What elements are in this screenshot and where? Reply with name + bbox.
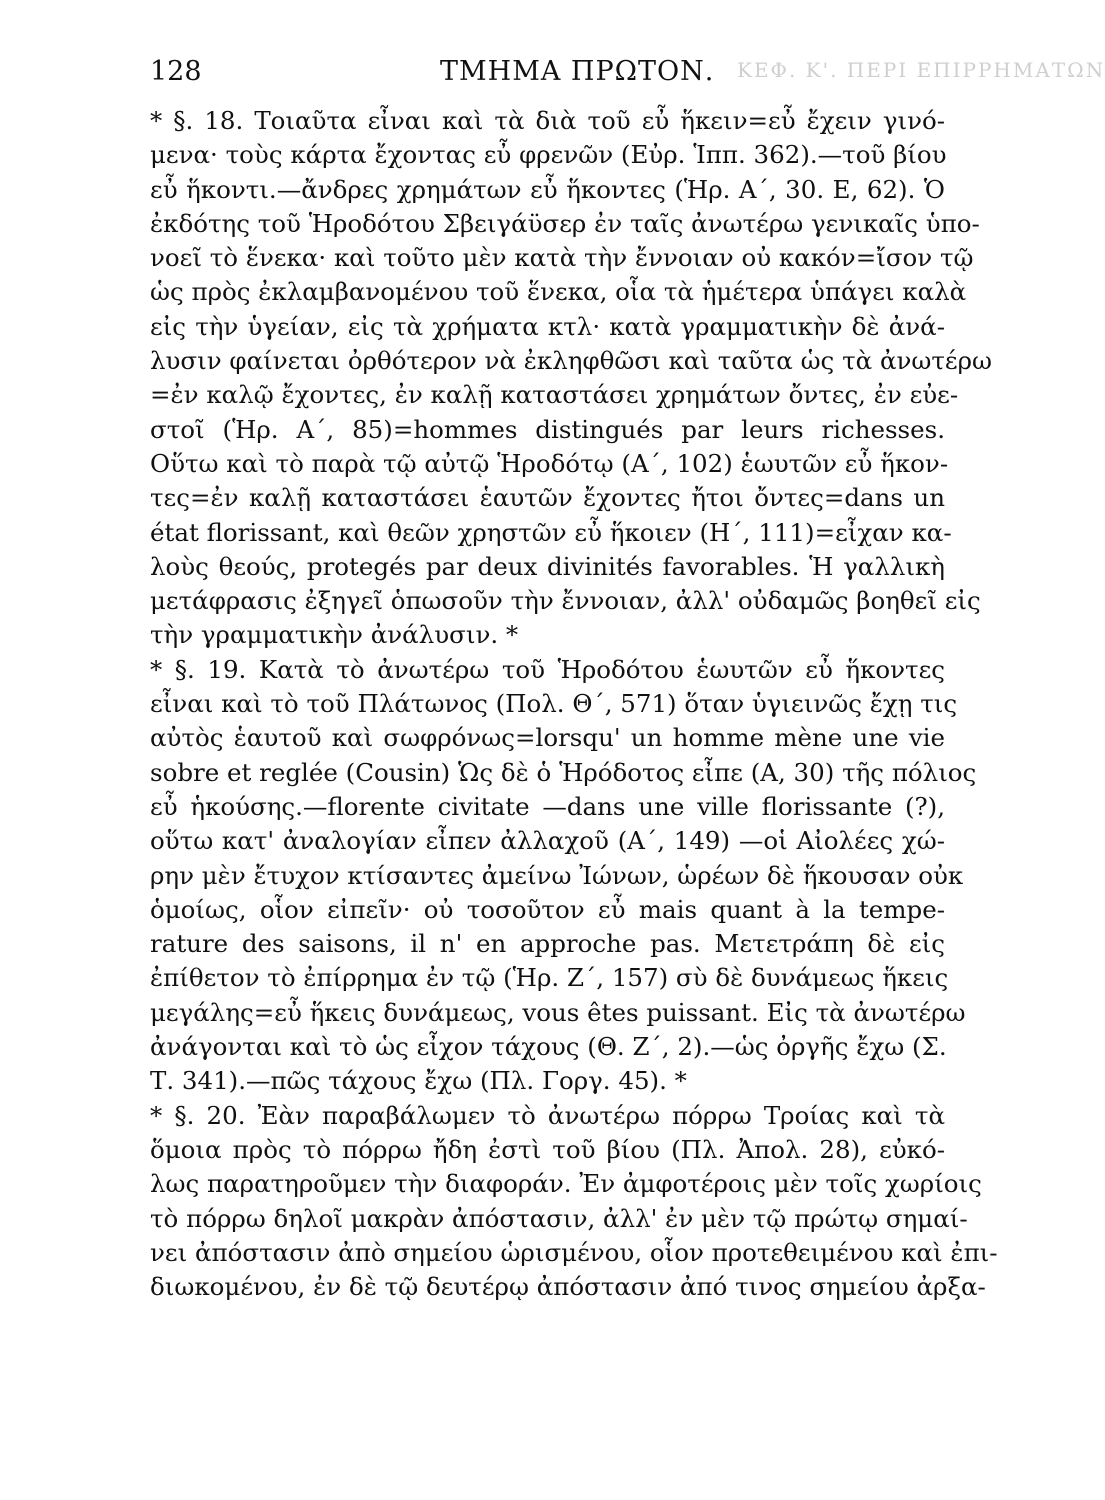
text-line: état florissant, καὶ θεῶν χρηστῶν εὖ ἥκοιεν (Η΄, 111)=εἶχαν κα- [150,517,952,547]
text-line: ὅμοια πρὸς τὸ πόρρω ἤδη ἐστὶ τοῦ βίου (Πλ. Ἀπολ. 28), εὐκό- [150,1134,945,1164]
text-line: rature des saisons, il n' en approche pas. Μετετράπη δὲ εἰς [150,929,945,959]
text-line: νοεῖ τὸ ἕνεκα· καὶ τοῦτο μὲν κατὰ τὴν ἔννοιαν οὐ κακόν=ἴσον τῷ [150,243,974,273]
text-line: τὴν γραμματικὴν ἀνάλυσιν. * [150,620,519,650]
text-line: μεγάλης=εὖ ἥκεις δυνάμεως, vous êtes puissant. Εἰς τὰ ἀνωτέρω [150,997,966,1027]
text-line: λοὺς θεούς, protegés par deux divinités favorables. Ἡ γαλλικὴ [150,551,945,581]
text-line: ἐπίθετον τὸ ἐπίρρημα ἐν τῷ (Ἡρ. Ζ΄, 157) σὺ δὲ δυνάμεως ἥκεις [150,963,949,993]
text-line: ὡς πρὸς ἐκλαμβανομένου τοῦ ἕνεκα, οἷα τὰ ἡμέτερα ὑπάγει καλὰ [150,277,967,307]
text-line: Τ. 341).—πῶς τάχους ἔχω (Πλ. Γοργ. 45). * [150,1066,687,1096]
page-header [150,56,850,96]
text-line: * §. 19. Κατὰ τὸ ἀνωτέρω τοῦ Ἡροδότου ἑωυτῶν εὖ ἥκοντες [150,654,945,684]
text-line: τες=ἐν καλῇ καταστάσει ἑαυτῶν ἔχοντες ἤτοι ὄντες=dans un [150,483,945,513]
text-line: αὐτὸς ἑαυτοῦ καὶ σωφρόνως=lorsqu' un homme mène une vie [150,723,945,753]
text-line: τὸ πόρρω δηλοῖ μακρὰν ἀπόστασιν, ἀλλ' ἐν μὲν τῷ πρώτῳ σημαί- [150,1203,968,1233]
text-line: ρην μὲν ἔτυχον κτίσαντες ἀμείνω Ἰώνων, ὡρέων δὲ ἥκουσαν οὐκ [150,860,964,890]
text-line: εἶναι καὶ τὸ τοῦ Πλάτωνος (Πολ. Θ΄, 571) ὅταν ὑγιεινῶς ἔχῃ τις [150,689,958,719]
text-line: εὖ ἥκοντι.—ἄνδρες χρημάτων εὖ ἥκοντες (Ἡρ. Α΄, 30. Ε, 62). Ὁ [150,174,945,204]
text-line: ἐκδότης τοῦ Ἡροδότου Σβειγάϋσερ ἐν ταῖς ἀνωτέρω γενικαῖς ὑπο- [150,208,980,238]
page-number: 128 [150,56,202,87]
text-line: μενα· τοὺς κάρτα ἔχοντας εὖ φρενῶν (Εὐρ. Ἱππ. 362).—τοῦ βίου [150,140,947,170]
running-title: ΤΜΗΜΑ ΠΡΩΤΟΝ. [440,56,715,87]
text-line: μετάφρασις ἐξηγεῖ ὁπωσοῦν τὴν ἔννοιαν, ἀλλ' οὐδαμῶς βοηθεῖ εἰς [150,586,981,616]
text-line: οὕτω κατ' ἀναλογίαν εἶπεν ἀλλαχοῦ (Α΄, 149) —οἱ Αἰολέες χώ- [150,826,945,856]
text-line: λυσιν φαίνεται ὀρθότερον νὰ ἐκληφθῶσι καὶ ταῦτα ὡς τὰ ἀνωτέρω [150,346,992,376]
bleed-through-text: ΚΕΦ. Κ'. ΠΕΡΙ ΕΠΙΡΡΗΜΑΤΩΝ [737,58,1105,82]
text-line: εἰς τὴν ὑγείαν, εἰς τὰ χρήματα κτλ· κατὰ γραμματικὴν δὲ ἀνά- [150,311,945,341]
text-line: =ἐν καλῷ ἔχοντες, ἐν καλῇ καταστάσει χρημάτων ὄντες, ἐν εὐε- [150,380,959,410]
text-line: Οὕτω καὶ τὸ παρὰ τῷ αὐτῷ Ἡροδότῳ (Α΄, 102) ἑωυτῶν εὖ ἥκον- [150,448,949,478]
text-line: στοῖ (Ἡρ. Α΄, 85)=hommes distingués par leurs richesses. [150,414,945,444]
text-body [150,104,998,1304]
text-line: νει ἀπόστασιν ἀπὸ σημείου ὡρισμένου, οἷον προτεθειμένου καὶ ἐπι- [150,1237,998,1267]
text-line: ὁμοίως, οἷον εἰπεῖν· οὐ τοσοῦτον εὖ mais quant à la tempe- [150,894,945,924]
text-line: * §. 18. Τοιαῦτα εἶναι καὶ τὰ διὰ τοῦ εὖ ἥκειν=εὖ ἔχειν γινό- [150,106,945,135]
text-line: διωκομένου, ἐν δὲ τῷ δευτέρῳ ἀπόστασιν ἀπό τινος σημείου ἀρξα- [150,1272,986,1302]
text-line: * §. 20. Ἐὰν παραβάλωμεν τὸ ἀνωτέρω πόρρω Τροίας καὶ τὰ [150,1100,945,1130]
text-line: λως παρατηροῦμεν τὴν διαφοράν. Ἐν ἀμφοτέροις μὲν τοῖς χωρίοις [150,1169,982,1199]
text-line: εὖ ἡκούσης.—florente civitate —dans une ville florissante (?), [150,791,945,821]
text-line: ἀνάγονται καὶ τὸ ὡς εἶχον τάχους (Θ. Ζ΄, 2).—ὡς ὀργῆς ἔχω (Σ. [150,1032,947,1062]
text-line: sobre et reglée (Cousin) Ὡς δὲ ὁ Ἡρόδοτος εἶπε (Α, 30) τῆς πόλιος [150,757,977,787]
